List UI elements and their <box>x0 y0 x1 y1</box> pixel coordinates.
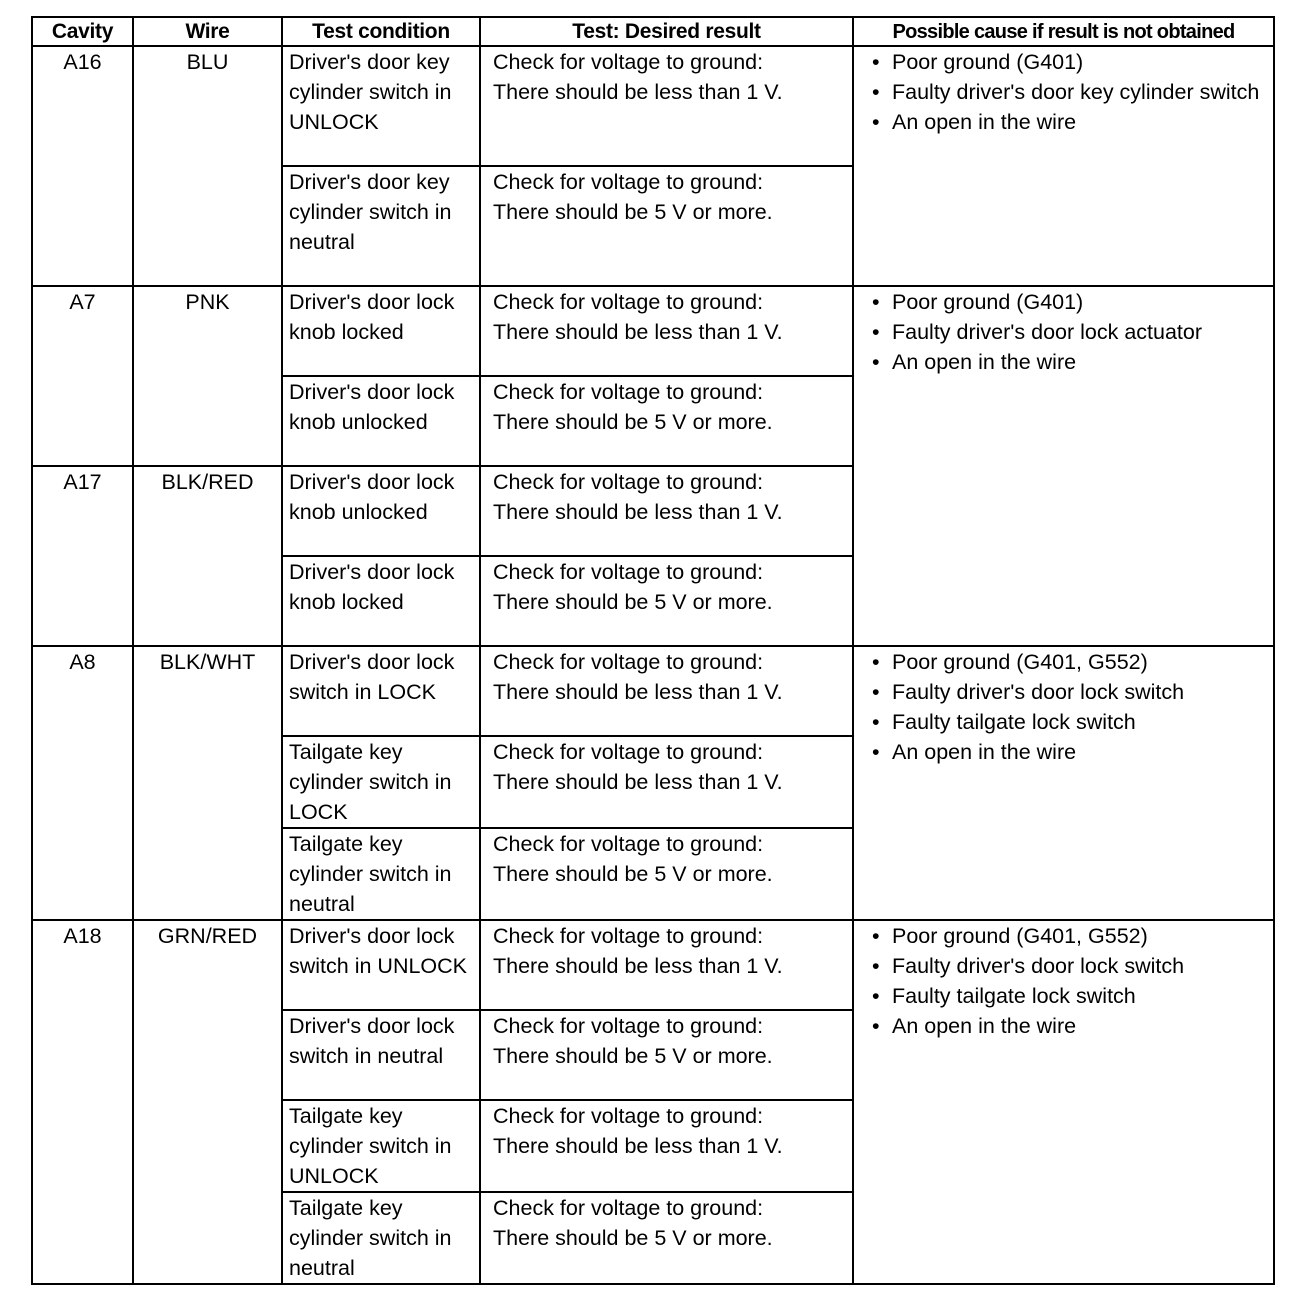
cause-item <box>868 921 1267 951</box>
desired-result-cell <box>480 46 853 166</box>
test-condition-cell: Driver's door lock switch in LOCK <box>282 646 480 736</box>
result-text: There should be less than 1 V. <box>493 770 783 794</box>
check-text: Check for voltage to ground: <box>493 560 764 584</box>
cavity-cell: A8 <box>32 646 133 920</box>
test-condition-cell: Driver's door lock switch in UNLOCK <box>282 920 480 1010</box>
possible-cause-cell <box>853 46 1274 286</box>
cause-text: Faulty driver's door key cylinder switch <box>892 80 1260 104</box>
cause-text: Poor ground (G401) <box>892 290 1084 314</box>
result-text: There should be less than 1 V. <box>493 1134 783 1158</box>
cause-item <box>868 647 1267 677</box>
test-condition-cell: Driver's door key cylinder switch in UNLOCK <box>282 46 480 166</box>
check-text: Check for voltage to ground: <box>493 380 764 404</box>
desired-result-cell <box>480 920 853 1010</box>
wire-cell: BLK/RED <box>133 466 282 646</box>
check-text: Check for voltage to ground: <box>493 1104 764 1128</box>
cause-list <box>868 287 1267 377</box>
cause-text: Poor ground (G401, G552) <box>892 924 1148 948</box>
wire-cell: BLU <box>133 46 282 286</box>
cause-list <box>868 47 1267 137</box>
check-text: Check for voltage to ground: <box>493 170 764 194</box>
test-condition-cell: Driver's door lock knob locked <box>282 286 480 376</box>
result-text: There should be less than 1 V. <box>493 954 783 978</box>
cause-item <box>868 77 1267 107</box>
bullet-icon: • <box>872 80 880 104</box>
check-text: Check for voltage to ground: <box>493 1014 764 1038</box>
check-text: Check for voltage to ground: <box>493 470 764 494</box>
bullet-icon: • <box>872 680 880 704</box>
cause-text: Faulty tailgate lock switch <box>892 984 1136 1008</box>
bullet-icon: • <box>872 984 880 1008</box>
table-row <box>32 286 1274 376</box>
cause-item <box>868 707 1267 737</box>
wire-cell: BLK/WHT <box>133 646 282 920</box>
check-text: Check for voltage to ground: <box>493 650 764 674</box>
possible-cause-cell <box>853 920 1274 1284</box>
test-condition-cell: Driver's door lock knob unlocked <box>282 466 480 556</box>
diagnostic-table <box>31 16 1275 1285</box>
cause-text: Faulty driver's door lock switch <box>892 954 1185 978</box>
bullet-icon: • <box>872 650 880 674</box>
test-condition-cell: Tailgate key cylinder switch in UNLOCK <box>282 1100 480 1192</box>
bullet-icon: • <box>872 924 880 948</box>
wire-cell: PNK <box>133 286 282 466</box>
bullet-icon: • <box>872 740 880 764</box>
cause-text: Faulty driver's door lock actuator <box>892 320 1203 344</box>
desired-result-cell <box>480 1010 853 1100</box>
cause-item <box>868 107 1267 137</box>
result-text: There should be 5 V or more. <box>493 1226 773 1250</box>
test-condition-cell: Tailgate key cylinder switch in neutral <box>282 1192 480 1284</box>
cause-text: An open in the wire <box>892 350 1077 374</box>
bullet-icon: • <box>872 350 880 374</box>
cause-item <box>868 981 1267 1011</box>
cause-text: An open in the wire <box>892 740 1077 764</box>
check-text: Check for voltage to ground: <box>493 832 764 856</box>
result-text: There should be 5 V or more. <box>493 1044 773 1068</box>
desired-result-cell <box>480 736 853 828</box>
desired-result-cell <box>480 828 853 920</box>
desired-result-cell <box>480 376 853 466</box>
test-condition-cell: Driver's door lock knob unlocked <box>282 376 480 466</box>
check-text: Check for voltage to ground: <box>493 290 764 314</box>
result-text: There should be 5 V or more. <box>493 862 773 886</box>
header-desired-result: Test: Desired result <box>480 17 853 46</box>
cause-text: Poor ground (G401) <box>892 50 1084 74</box>
table-row <box>32 646 1274 736</box>
cause-text: An open in the wire <box>892 1014 1077 1038</box>
desired-result-cell <box>480 1192 853 1284</box>
result-text: There should be 5 V or more. <box>493 200 773 224</box>
possible-cause-cell <box>853 646 1274 920</box>
check-text: Check for voltage to ground: <box>493 50 764 74</box>
result-text: There should be less than 1 V. <box>493 680 783 704</box>
bullet-icon: • <box>872 1014 880 1038</box>
bullet-icon: • <box>872 710 880 734</box>
wire-cell: GRN/RED <box>133 920 282 1284</box>
header-cavity: Cavity <box>32 17 133 46</box>
desired-result-cell <box>480 166 853 286</box>
cause-item <box>868 1011 1267 1041</box>
result-text: There should be less than 1 V. <box>493 80 783 104</box>
test-condition-cell: Driver's door lock switch in neutral <box>282 1010 480 1100</box>
cavity-cell: A7 <box>32 286 133 466</box>
cause-item <box>868 677 1267 707</box>
cause-text: Faulty driver's door lock switch <box>892 680 1185 704</box>
bullet-icon: • <box>872 320 880 344</box>
desired-result-cell <box>480 646 853 736</box>
cavity-cell: A18 <box>32 920 133 1284</box>
cause-item <box>868 737 1267 767</box>
test-condition-cell: Tailgate key cylinder switch in LOCK <box>282 736 480 828</box>
cause-item <box>868 317 1267 347</box>
cause-item <box>868 287 1267 317</box>
table-row <box>32 46 1274 166</box>
test-condition-cell: Driver's door lock knob locked <box>282 556 480 646</box>
cause-item <box>868 347 1267 377</box>
header-test-condition: Test condition <box>282 17 480 46</box>
bullet-icon: • <box>872 110 880 134</box>
test-condition-cell: Tailgate key cylinder switch in neutral <box>282 828 480 920</box>
bullet-icon: • <box>872 290 880 314</box>
cavity-cell: A17 <box>32 466 133 646</box>
header-possible-cause: Possible cause if result is not obtained <box>853 17 1274 46</box>
result-text: There should be 5 V or more. <box>493 590 773 614</box>
bullet-icon: • <box>872 50 880 74</box>
desired-result-cell <box>480 556 853 646</box>
cause-text: Faulty tailgate lock switch <box>892 710 1136 734</box>
result-text: There should be 5 V or more. <box>493 410 773 434</box>
check-text: Check for voltage to ground: <box>493 740 764 764</box>
result-text: There should be less than 1 V. <box>493 320 783 344</box>
cavity-cell: A16 <box>32 46 133 286</box>
test-condition-cell: Driver's door key cylinder switch in neutral <box>282 166 480 286</box>
check-text: Check for voltage to ground: <box>493 924 764 948</box>
cause-list <box>868 647 1267 767</box>
bullet-icon: • <box>872 954 880 978</box>
cause-text: An open in the wire <box>892 110 1077 134</box>
check-text: Check for voltage to ground: <box>493 1196 764 1220</box>
cause-list <box>868 921 1267 1041</box>
cause-item <box>868 47 1267 77</box>
cause-item <box>868 951 1267 981</box>
table-row <box>32 920 1274 1010</box>
desired-result-cell <box>480 466 853 556</box>
possible-cause-cell <box>853 286 1274 646</box>
desired-result-cell <box>480 1100 853 1192</box>
result-text: There should be less than 1 V. <box>493 500 783 524</box>
cause-text: Poor ground (G401, G552) <box>892 650 1148 674</box>
header-wire: Wire <box>133 17 282 46</box>
table-header-row <box>32 17 1274 46</box>
desired-result-cell <box>480 286 853 376</box>
